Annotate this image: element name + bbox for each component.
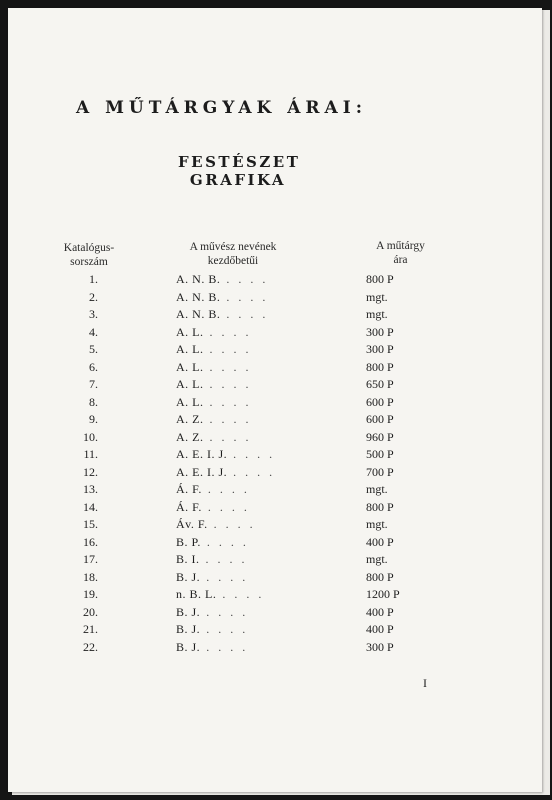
artist-initials: A. L. <box>176 324 204 339</box>
artist-initials-cell <box>176 359 326 376</box>
price: 960 P <box>366 429 394 444</box>
leader-dots: . . . . <box>200 622 249 636</box>
catalog-number: 18. <box>83 569 98 584</box>
leader-dots: . . . . <box>220 272 269 286</box>
price: 700 P <box>366 464 394 479</box>
artist-initials: B. J. <box>176 622 201 636</box>
catalog-number: 10. <box>83 429 98 444</box>
column-header-catalog-number <box>44 241 134 269</box>
table-row <box>8 446 542 464</box>
artist-initials: A. N. B. <box>176 289 221 304</box>
table-row <box>8 516 542 534</box>
price: 600 P <box>366 394 394 409</box>
price: 500 P <box>366 447 394 461</box>
table-row <box>8 639 542 657</box>
leader-dots: . . . . <box>203 429 252 444</box>
leader-dots: . . . . <box>220 307 269 321</box>
leader-dots: . . . . <box>216 587 265 601</box>
table-row <box>8 411 542 429</box>
page-marker: I <box>423 676 427 690</box>
catalog-number: 2. <box>89 289 98 304</box>
column-header-artist-line1: A művész nevének <box>189 241 277 253</box>
artist-initials-cell <box>176 569 326 586</box>
artist-initials: A. E. I. J. <box>176 464 228 479</box>
price: mgt. <box>366 517 388 531</box>
table-row <box>8 604 542 622</box>
artist-initials: B. J. <box>176 639 201 654</box>
artist-initials: A. E. I. J. <box>176 447 228 461</box>
artist-initials: A. L. <box>176 394 204 409</box>
catalog-number: 11. <box>83 447 98 461</box>
table-row <box>8 341 542 359</box>
table-row <box>8 376 542 394</box>
catalog-number: 17. <box>83 552 98 566</box>
leader-dots: . . . . <box>203 394 252 409</box>
table-row <box>8 569 542 587</box>
price: 600 P <box>366 412 394 426</box>
leader-dots: . . . . <box>227 464 276 479</box>
artist-initials: A. L. <box>176 359 204 374</box>
artist-initials-cell <box>176 516 326 533</box>
leader-dots: . . . . <box>203 342 252 356</box>
page-title: A MŰTÁRGYAK ÁRAI: <box>76 98 367 118</box>
price: mgt. <box>366 289 388 304</box>
column-header-catalog-line1: Katalógus- <box>63 242 115 254</box>
table-row <box>8 551 542 569</box>
artist-initials-cell <box>176 271 326 288</box>
column-header-artist-line2: kezdőbetűi <box>207 255 259 267</box>
artist-initials: B. P. <box>176 534 201 549</box>
catalog-number: 3. <box>89 307 98 321</box>
artist-initials: B. J. <box>176 569 201 584</box>
artist-initials-cell <box>176 464 326 481</box>
price: mgt. <box>366 307 388 321</box>
catalog-number: 22. <box>83 639 98 654</box>
catalog-number: 4. <box>89 324 98 339</box>
catalog-number: 5. <box>89 342 98 356</box>
catalog-number: 21. <box>83 622 98 636</box>
table-row <box>8 621 542 639</box>
leader-dots: . . . . <box>207 517 256 531</box>
catalog-number: 6. <box>89 359 98 374</box>
section-title-graphics: GRAFIKA <box>189 171 287 189</box>
price: 400 P <box>366 604 394 619</box>
artist-initials: A. N. B. <box>176 272 221 286</box>
leader-dots: . . . . <box>201 482 250 496</box>
column-header-price-line2: ára <box>393 254 408 266</box>
artist-initials-cell <box>176 551 326 568</box>
leader-dots: . . . . <box>203 324 252 339</box>
leader-dots: . . . . <box>200 569 249 584</box>
artist-initials: Á. F. <box>176 499 202 514</box>
leader-dots: . . . . <box>199 552 248 566</box>
artist-initials-cell <box>176 446 326 463</box>
artist-initials: A. L. <box>176 377 204 391</box>
artist-initials-cell <box>176 341 326 358</box>
artist-initials-cell <box>176 429 326 446</box>
catalog-number: 7. <box>89 377 98 391</box>
leader-dots: . . . . <box>203 412 252 426</box>
table-row <box>8 271 542 289</box>
price-list <box>8 271 542 656</box>
artist-initials-cell <box>176 411 326 428</box>
table-row <box>8 534 542 552</box>
table-row <box>8 429 542 447</box>
artist-initials: Áv. F. <box>176 517 208 531</box>
artist-initials: B. I. <box>176 552 200 566</box>
artist-initials: Á. F. <box>176 482 202 496</box>
price: 300 P <box>366 342 394 356</box>
section-title-painting: FESTÉSZET <box>178 153 301 171</box>
catalog-number: 13. <box>83 482 98 496</box>
artist-initials-cell <box>176 586 326 603</box>
artist-initials-cell <box>176 394 326 411</box>
catalog-number: 19. <box>83 587 98 601</box>
table-row <box>8 289 542 307</box>
price: 800 P <box>366 569 394 584</box>
artist-initials-cell <box>176 604 326 621</box>
price: mgt. <box>366 482 388 496</box>
catalog-number: 8. <box>89 394 98 409</box>
column-header-price-line1: A műtárgy <box>376 240 425 252</box>
leader-dots: . . . . <box>220 289 269 304</box>
table-row <box>8 481 542 499</box>
artist-initials-cell <box>176 324 326 341</box>
table-row <box>8 324 542 342</box>
artist-initials: n. B. L. <box>176 587 217 601</box>
price: mgt. <box>366 552 388 566</box>
artist-initials-cell <box>176 499 326 516</box>
leader-dots: . . . . <box>201 499 250 514</box>
leader-dots: . . . . <box>200 639 249 654</box>
leader-dots: . . . . <box>227 447 276 461</box>
price: 1200 P <box>366 587 400 601</box>
price: 300 P <box>366 324 394 339</box>
table-row <box>8 306 542 324</box>
artist-initials-cell <box>176 481 326 498</box>
price: 800 P <box>366 499 394 514</box>
leader-dots: . . . . <box>203 359 252 374</box>
artist-initials: B. J. <box>176 604 201 619</box>
catalog-number: 9. <box>89 412 98 426</box>
table-row <box>8 359 542 377</box>
table-row <box>8 464 542 482</box>
artist-initials: A. L. <box>176 342 204 356</box>
leader-dots: . . . . <box>200 534 249 549</box>
price: 800 P <box>366 272 394 286</box>
price: 650 P <box>366 377 394 391</box>
column-header-artist-initials <box>158 240 308 268</box>
artist-initials: A. N. B. <box>176 307 221 321</box>
leader-dots: . . . . <box>200 604 249 619</box>
document-page <box>8 8 542 792</box>
catalog-number: 15. <box>83 517 98 531</box>
artist-initials-cell <box>176 376 326 393</box>
catalog-number: 1. <box>89 272 98 286</box>
table-row <box>8 499 542 517</box>
column-header-catalog-line2: sorszám <box>70 256 108 268</box>
column-header-price <box>358 239 443 267</box>
price: 300 P <box>366 639 394 654</box>
artist-initials: A. Z. <box>176 412 204 426</box>
artist-initials-cell <box>176 639 326 656</box>
table-row <box>8 394 542 412</box>
artist-initials: A. Z. <box>176 429 204 444</box>
catalog-number: 14. <box>83 499 98 514</box>
catalog-number: 20. <box>83 604 98 619</box>
catalog-number: 12. <box>83 464 98 479</box>
artist-initials-cell <box>176 534 326 551</box>
artist-initials-cell <box>176 621 326 638</box>
price: 400 P <box>366 534 394 549</box>
price: 800 P <box>366 359 394 374</box>
artist-initials-cell <box>176 289 326 306</box>
artist-initials-cell <box>176 306 326 323</box>
table-row <box>8 586 542 604</box>
leader-dots: . . . . <box>203 377 252 391</box>
catalog-number: 16. <box>83 534 98 549</box>
price: 400 P <box>366 622 394 636</box>
